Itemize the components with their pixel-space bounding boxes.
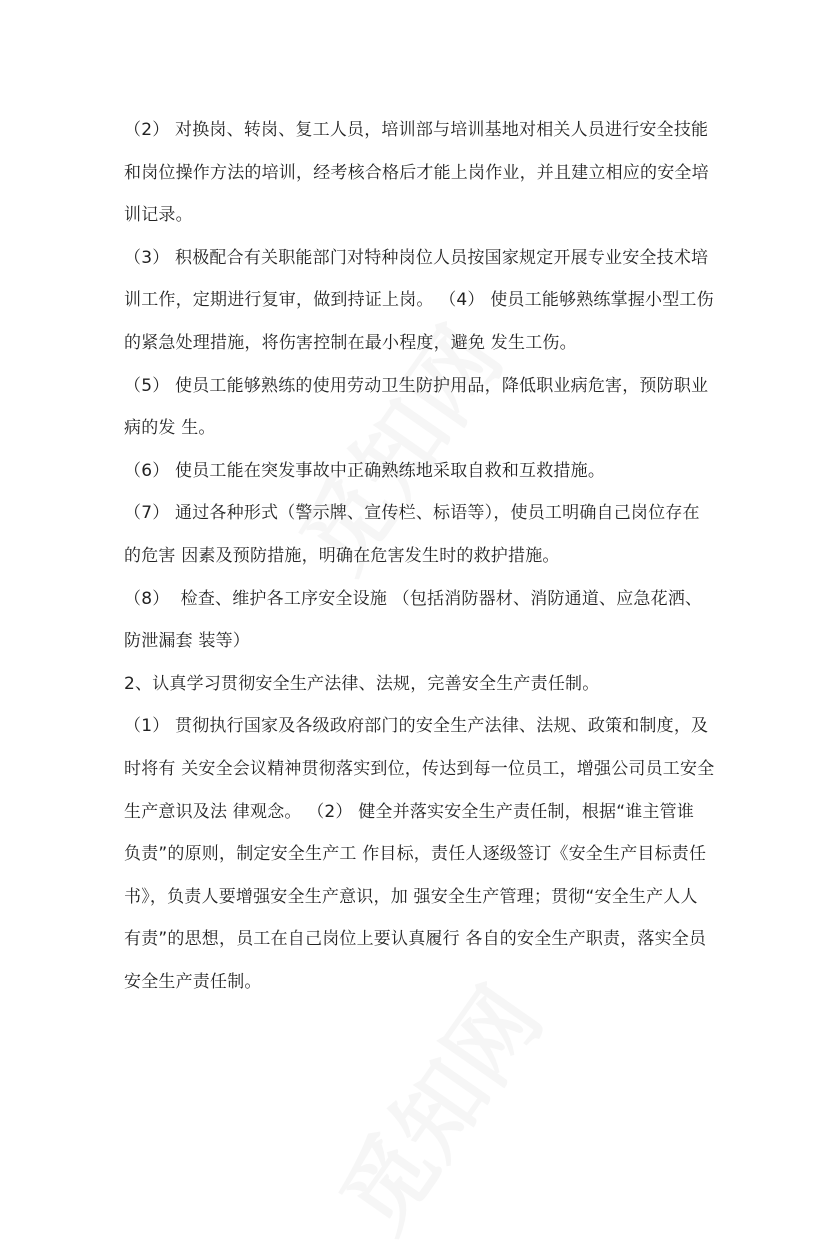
text-line: （8） 检查、维护各工序安全设施 （包括消防器材、消防通道、应急花洒、 <box>124 588 703 609</box>
text-line: 有责”的思想，员工在自己岗位上要认真履行 各自的安全生产职责，落实全员 <box>124 929 707 950</box>
text-line: 时将有 关安全会议精神贯彻落实到位，传达到每一位员工，增强公司员工安全 <box>124 758 715 779</box>
text-line: （2） 对换岗、转岗、复工人员，培训部与培训基地对相关人员进行安全技能 <box>124 120 709 140</box>
text-line: 负责”的原则，制定安全生产工 作目标，责任人逐级签订《安全生产目标责任 <box>124 844 707 865</box>
text-line: （5） 使员工能够熟练的使用劳动卫生防护用品，降低职业病危害，预防职业 <box>124 375 709 396</box>
text-line: 和岗位操作方法的培训，经考核合格后才能上岗作业，并且建立相应的安全培 <box>124 162 709 183</box>
text-line: 安全生产责任制。 <box>124 971 262 992</box>
text-line: （1） 贯彻执行国家及各级政府部门的安全生产法律、法规、政策和制度，及 <box>124 716 709 737</box>
text-line: （6） 使员工能在突发事故中正确熟练地采取自救和互救措施。 <box>124 460 606 481</box>
text-line: （7） 通过各种形式（警示牌、宣传栏、标语等），使员工明确自己岗位存在 <box>124 503 700 524</box>
text-line: （3） 积极配合有关职能部门对特种岗位人员按国家规定开展专业安全技术培 <box>124 247 709 268</box>
document-body <box>124 117 724 1011</box>
text-line: 书》，负责人要增强安全生产意识，加 强安全生产管理；贯彻“安全生产人人 <box>124 886 698 907</box>
text-line: 防泄漏套 装等） <box>124 631 251 652</box>
text-line: 的危害 因素及预防措施，明确在危害发生时的救护措施。 <box>124 545 560 566</box>
text-line: 病的发 生。 <box>124 418 216 439</box>
text-line: 的紧急处理措施，将伤害控制在最小程度，避免 发生工伤。 <box>124 332 577 353</box>
text-line: 训记录。 <box>124 205 193 226</box>
text-line: 训工作，定期进行复审，做到持证上岗。 （4） 使员工能够熟练掌握小型工伤 <box>124 290 714 311</box>
text-line: 生产意识及法 律观念。 （2） 健全并落实安全生产责任制，根据“谁主管谁 <box>124 801 695 822</box>
text-line: 2、认真学习贯彻安全生产法律、法规，完善安全生产责任制。 <box>124 673 600 694</box>
